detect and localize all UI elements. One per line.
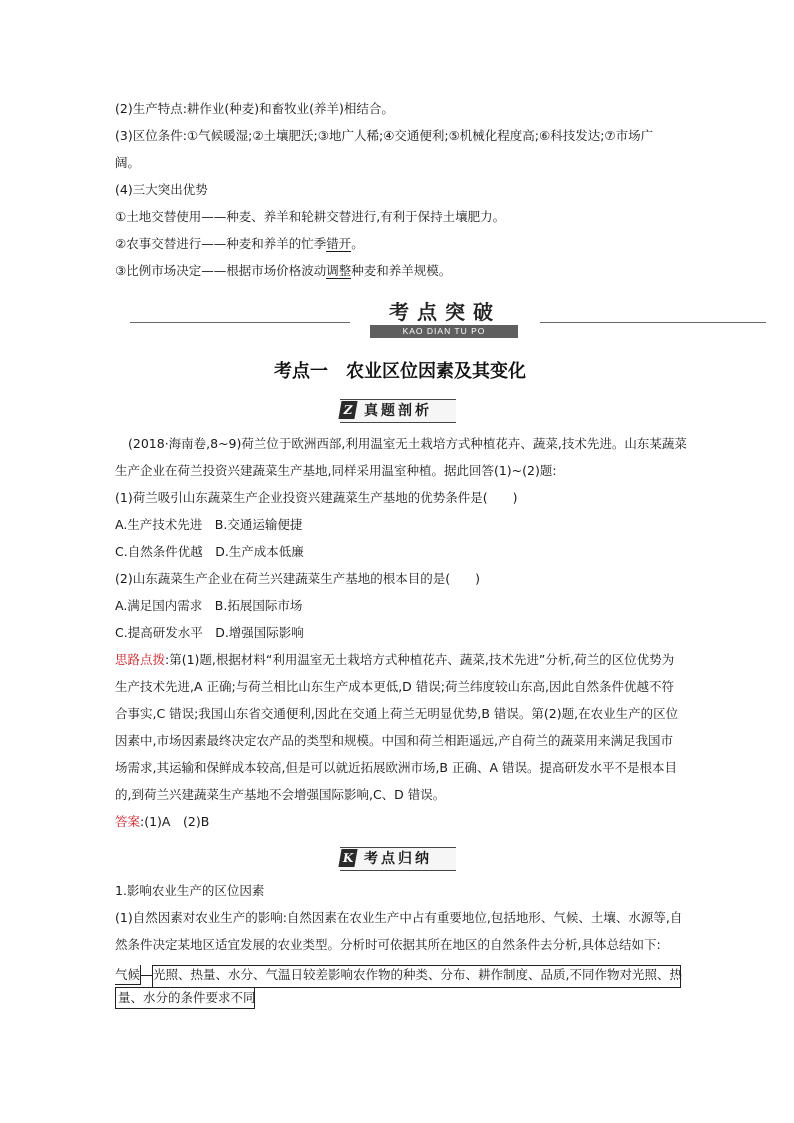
hint-label: 思路点拨 [115,652,166,667]
answer: 答案:(1)A (2)B [115,814,210,829]
summary-heading: 1.影响农业生产的区位因素 [115,883,265,898]
section-title: 考点一 农业区位因素及其变化 [274,361,526,382]
badge-letter-icon: Z [338,401,357,419]
badge-label: 考点归纳 [364,851,432,867]
natural-factors-line2: 然条件决定某地区适宜发展的农业类型。分析时可依据其所在地区的自然条件去分析,具体总结如下: [115,937,661,952]
climate-text-line2: 量、水分的条件要求不同 [118,990,256,1005]
question-stem-line2: 生产企业在荷兰投资兴建蔬菜生产基地,同样采用温室种植。据此回答(1)~(2)题: [115,463,557,478]
hint-line3: 合事实,C 错误;我国山东省交通便利,因此在交通上荷兰无明显优势,B 错误。第(2)题,在农业生产的区位 [115,706,679,721]
advantage-2-underlined: 错开 [326,236,352,251]
farming-features: (2)生产特点:耕作业(种麦)和畜牧业(养羊)相结合。 [115,101,394,116]
banner-rule-right [540,322,766,323]
hint-line2: 生产技术先进,A 正确;与荷兰相比山东生产成本更低,D 错误;荷兰纬度较山东高,因此自然条件优越不符 [115,679,674,694]
banner-title: 考点突破 [389,300,501,324]
badge-letter-icon: K [338,849,357,867]
advantage-3-underlined: 调整 [326,263,352,278]
location-conditions-line2: 阔。 [115,155,141,170]
banner-rule-left [130,322,350,323]
question-1-options-row2: C.自然条件优越 D.生产成本低廉 [115,544,304,559]
question-1: (1)荷兰吸引山东蔬菜生产企业投资兴建蔬菜生产基地的优势条件是( ) [115,490,518,505]
location-conditions-line1: (3)区位条件:①气候暖湿;②土壤肥沃;③地广人稀;④交通便利;⑤机械化程度高;⑥科技发达;⑦市场广 [115,128,654,143]
climate-label: 气候 [115,965,141,985]
question-2: (2)山东蔬菜生产企业在荷兰兴建蔬菜生产基地的根本目的是( ) [115,571,480,586]
advantages-heading: (4)三大突出优势 [115,182,208,197]
question-2-options-row1: A.满足国内需求 B.拓展国际市场 [115,598,303,613]
question-1-options-row1: A.生产技术先进 B.交通运输便捷 [115,517,303,532]
badge-key-summary [340,847,456,871]
hint-line1: 思路点拨:第(1)题,根据材料“利用温室无土栽培方式种植花卉、蔬菜,技术先进”分析,荷兰的区位优势为 [115,652,675,667]
climate-text-line1: 光照、热量、水分、气温日较差影响农作物的种类、分布、耕作制度、品质,不同作物对光照、热 [153,967,682,982]
hint-line6: 的,到荷兰兴建蔬菜生产基地不会增强国际影响,C、D 错误。 [115,787,446,802]
advantage-3: ③比例市场决定——根据市场价格波动调整种麦和养羊规模。 [115,263,452,278]
question-2-options-row2: C.提高研发水平 D.增强国际影响 [115,625,304,640]
badge-exam-analysis [340,399,456,423]
advantage-2: ②农事交替进行——种麦和养羊的忙季错开。 [115,236,364,251]
banner-subtitle: KAO DIAN TU PO [370,325,518,338]
question-stem-line1: (2018·海南卷,8~9)荷兰位于欧洲西部,利用温室无土栽培方式种植花卉、蔬菜,技术先进。山东某蔬菜 [128,436,687,451]
natural-factors-line1: (1)自然因素对农业生产的影响:自然因素在农业生产中占有重要地位,包括地形、气候、土壤、水源等,自 [115,910,683,925]
hint-line5: 场需求,其运输和保鲜成本较高,但是可以就近拓展欧洲市场,B 正确、A 错误。提高研发水平不是根本目 [115,760,677,775]
advantage-1: ①土地交替使用——种麦、养羊和轮耕交替进行,有利于保持土壤肥力。 [115,209,506,224]
badge-label: 真题剖析 [364,403,432,419]
answer-label: 答案 [115,814,141,829]
hint-line4: 因素中,市场因素最终决定农产品的类型和规模。中国和荷兰相距遥远,产自荷兰的蔬菜用来满足我国市 [115,733,673,748]
climate-connector [141,975,152,976]
